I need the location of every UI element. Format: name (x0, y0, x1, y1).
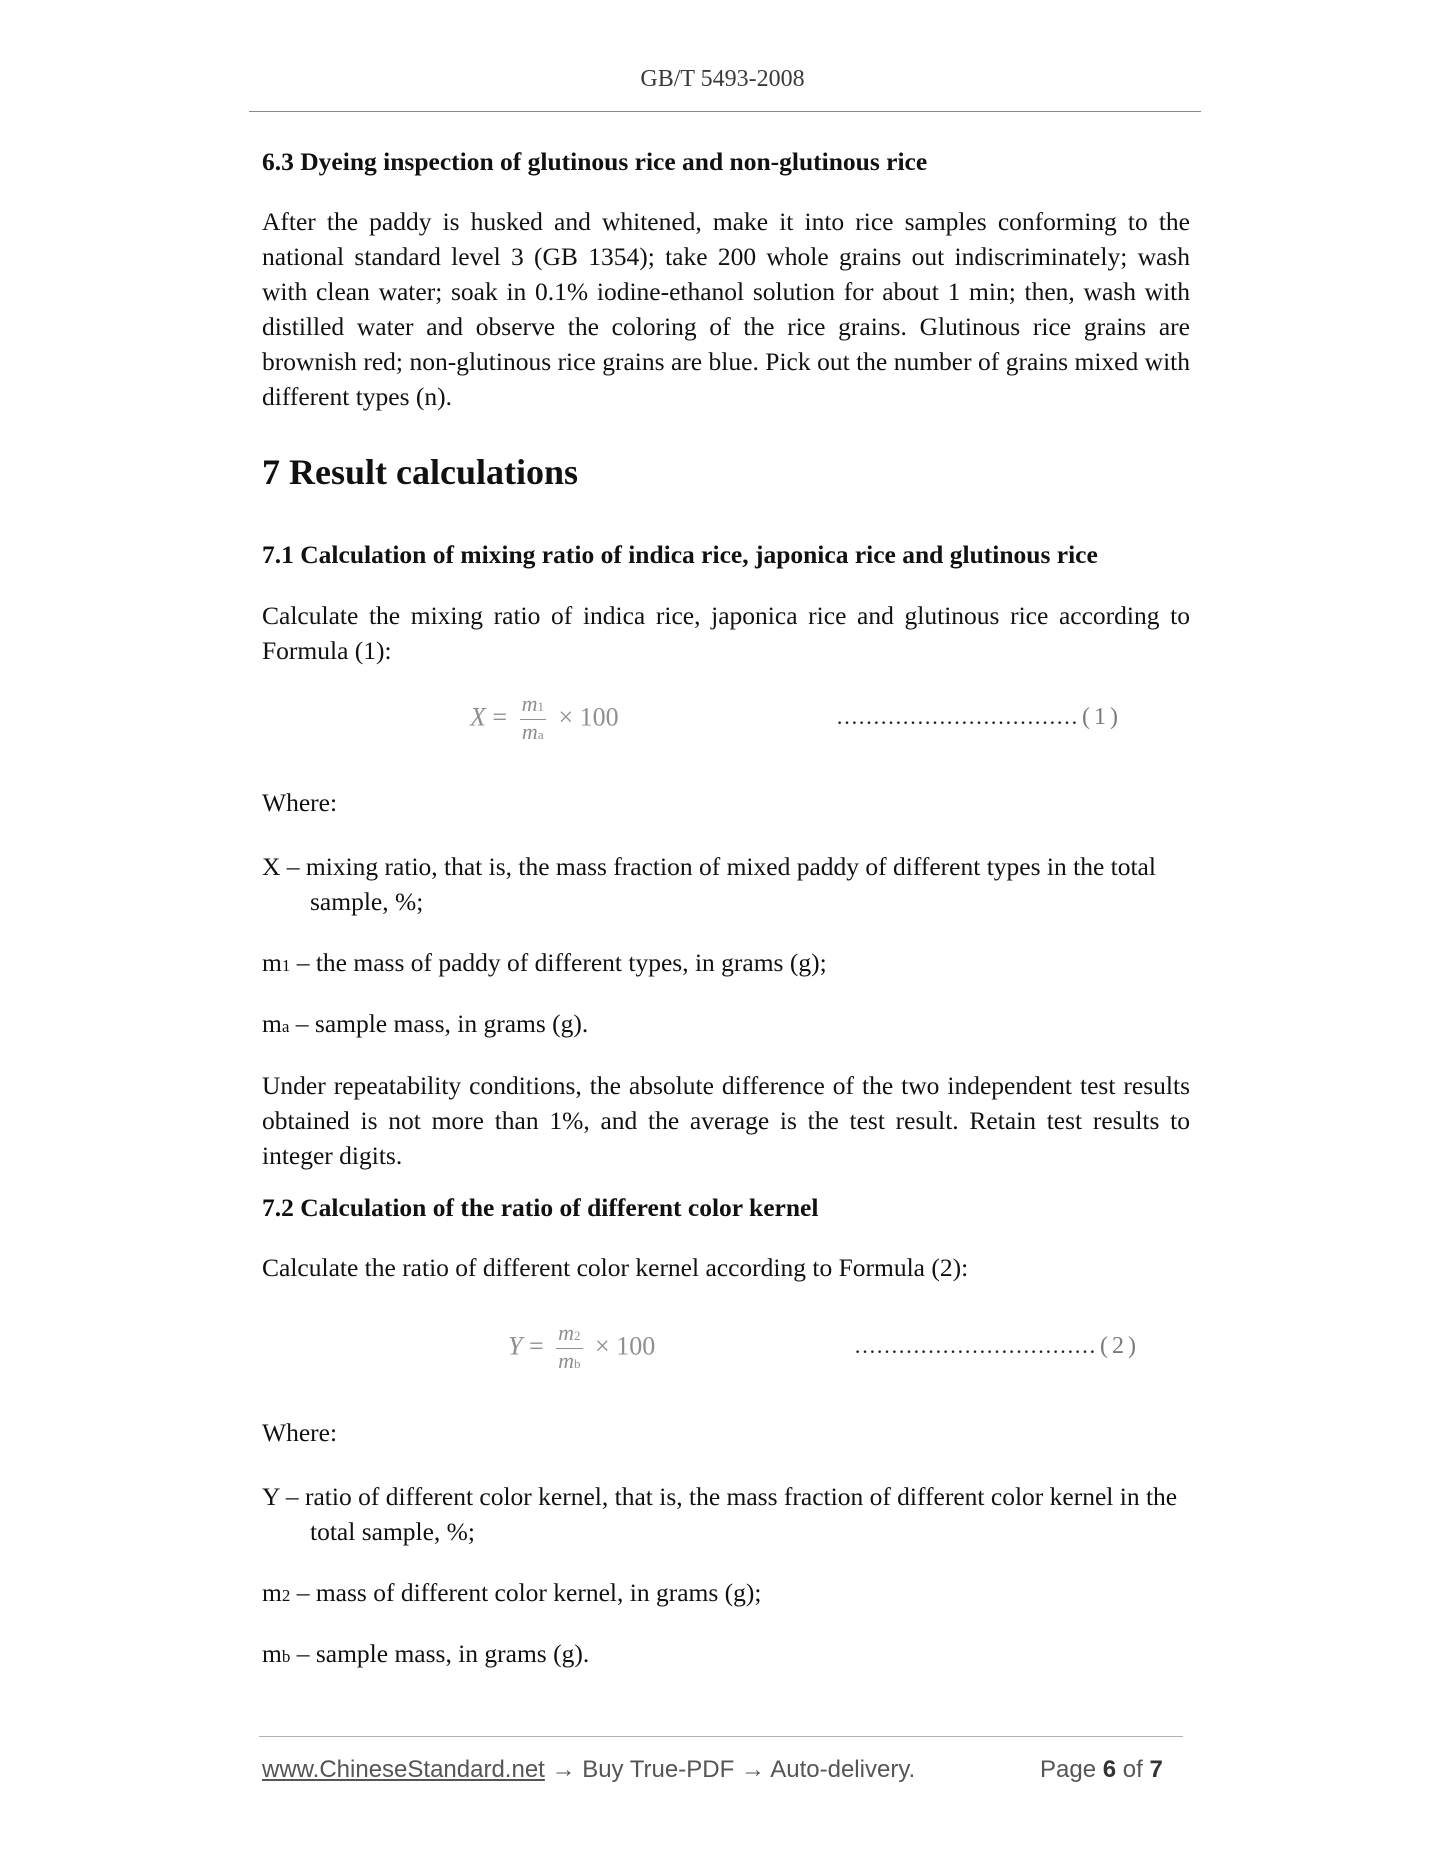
formula-2-multiplier: × 100 (595, 1331, 656, 1361)
section-7-2-intro: Calculate the ratio of different color kernel according to Formula (2): (262, 1253, 969, 1282)
formula-1 (470, 692, 619, 747)
formula-2-dots: …………………………… (854, 1333, 1096, 1358)
formula-1-multiplier: × 100 (558, 702, 619, 732)
definition-ma-text: – sample mass, in grams (g). (289, 1009, 589, 1038)
formula-1-number: (1) (1082, 704, 1122, 730)
definition-m2 (262, 1575, 1190, 1613)
auto-delivery-text: Auto-delivery. (770, 1756, 916, 1783)
definition-mb (262, 1636, 1190, 1674)
definition-mb-sub: b (281, 1647, 291, 1666)
formula-2-number: (2) (1100, 1333, 1140, 1359)
section-7-1-intro: Calculate the mixing ratio of indica rice, japonica rice and glutinous rice according to Formula (1): (262, 601, 1190, 665)
definition-x-text: – mixing ratio, that is, the mass fraction of mixed paddy of different types in the total sample, %; (280, 852, 1156, 916)
formula-1-denominator: m (521, 719, 538, 744)
definition-m1 (262, 945, 1190, 983)
repeatability-note: Under repeatability conditions, the absolute difference of the two independent test results obtained is not more than 1%, and the average is the test result. Retain test results to integer digits. (262, 1071, 1190, 1170)
section-7-1-heading: 7.1 Calculation of mixing ratio of indica rice, japonica rice and glutinous rice (262, 540, 1098, 569)
page-total: 7 (1149, 1756, 1163, 1783)
definition-m1-text: – the mass of paddy of different types, in grams (g); (290, 948, 827, 977)
formula-2-fraction (556, 1321, 582, 1376)
formula-1-denominator-sub: a (537, 727, 544, 742)
definition-ma (262, 1006, 1190, 1044)
section-6-3-heading: 6.3 Dyeing inspection of glutinous rice and non-glutinous rice (262, 147, 928, 176)
arrow-right-icon: → (544, 1756, 583, 1783)
formula-2-numerator-sub: 2 (574, 1328, 581, 1343)
formula-1-lhs: X (470, 702, 486, 732)
section-6-3-body: After the paddy is husked and whitened, make it into rice samples conforming to the national standard level 3 (GB 1354); take 200 whole grains out indiscriminately; wash with clean water; soak in 0.1% iodine-ethanol solution for about 1 min; then, wash with distilled water and observe the coloring of the rice grains. Glutinous rice grains are brownish red; non-glutinous rice grains are blue. Pick out the number of grains mixed with different types (n). (262, 207, 1190, 411)
formula-2-leader (854, 1333, 1140, 1360)
definition-y (262, 1479, 1190, 1549)
definition-m2-sub: 2 (281, 1586, 291, 1605)
formula-1-leader (836, 704, 1122, 731)
formula-2-denominator-sub: b (574, 1356, 581, 1371)
where-label-1: Where: (262, 788, 338, 817)
formula-2-numerator: m (558, 1320, 575, 1345)
definition-ma-sub: a (281, 1017, 290, 1036)
definition-ma-symbol: m (262, 1009, 282, 1038)
formula-1-numerator-sub: 1 (537, 699, 544, 714)
footer-promo (262, 1756, 915, 1784)
page-label: Page (1040, 1756, 1097, 1783)
buy-true-pdf-text: Buy True-PDF (582, 1756, 735, 1783)
definition-y-symbol: Y (262, 1482, 280, 1511)
formula-1-fraction (520, 692, 546, 747)
formula-1-numerator: m (521, 691, 538, 716)
where-label-2: Where: (262, 1418, 338, 1447)
definition-x (262, 849, 1190, 919)
arrow-right-icon: → (734, 1756, 771, 1783)
definition-m2-text: – mass of different color kernel, in grams (g); (290, 1578, 762, 1607)
formula-1-equals: = (492, 702, 508, 732)
header-divider (249, 111, 1201, 112)
page-of-label: of (1122, 1756, 1143, 1783)
section-7-heading: 7 Result calculations (262, 452, 579, 492)
page-header-title: GB/T 5493-2008 (640, 66, 805, 92)
definition-mb-symbol: m (262, 1639, 282, 1668)
formula-1-dots: …………………………… (836, 704, 1078, 729)
formula-2 (508, 1321, 655, 1376)
footer-divider (259, 1736, 1183, 1737)
page-indicator (1040, 1756, 1163, 1784)
page-current: 6 (1102, 1756, 1117, 1783)
chinesestandard-link[interactable]: www.ChineseStandard.net (262, 1756, 545, 1783)
definition-y-text: – ratio of different color kernel, that is, the mass fraction of different color kernel in the total sample, %; (279, 1482, 1178, 1546)
section-7-2-heading: 7.2 Calculation of the ratio of different color kernel (262, 1193, 819, 1222)
definition-m1-symbol: m (262, 948, 282, 977)
formula-2-lhs: Y (508, 1331, 523, 1361)
definition-x-symbol: X (262, 852, 281, 881)
formula-2-denominator: m (558, 1348, 575, 1373)
formula-2-equals: = (528, 1331, 544, 1361)
definition-m1-sub: 1 (281, 956, 291, 975)
definition-mb-text: – sample mass, in grams (g). (290, 1639, 590, 1668)
definition-m2-symbol: m (262, 1578, 282, 1607)
